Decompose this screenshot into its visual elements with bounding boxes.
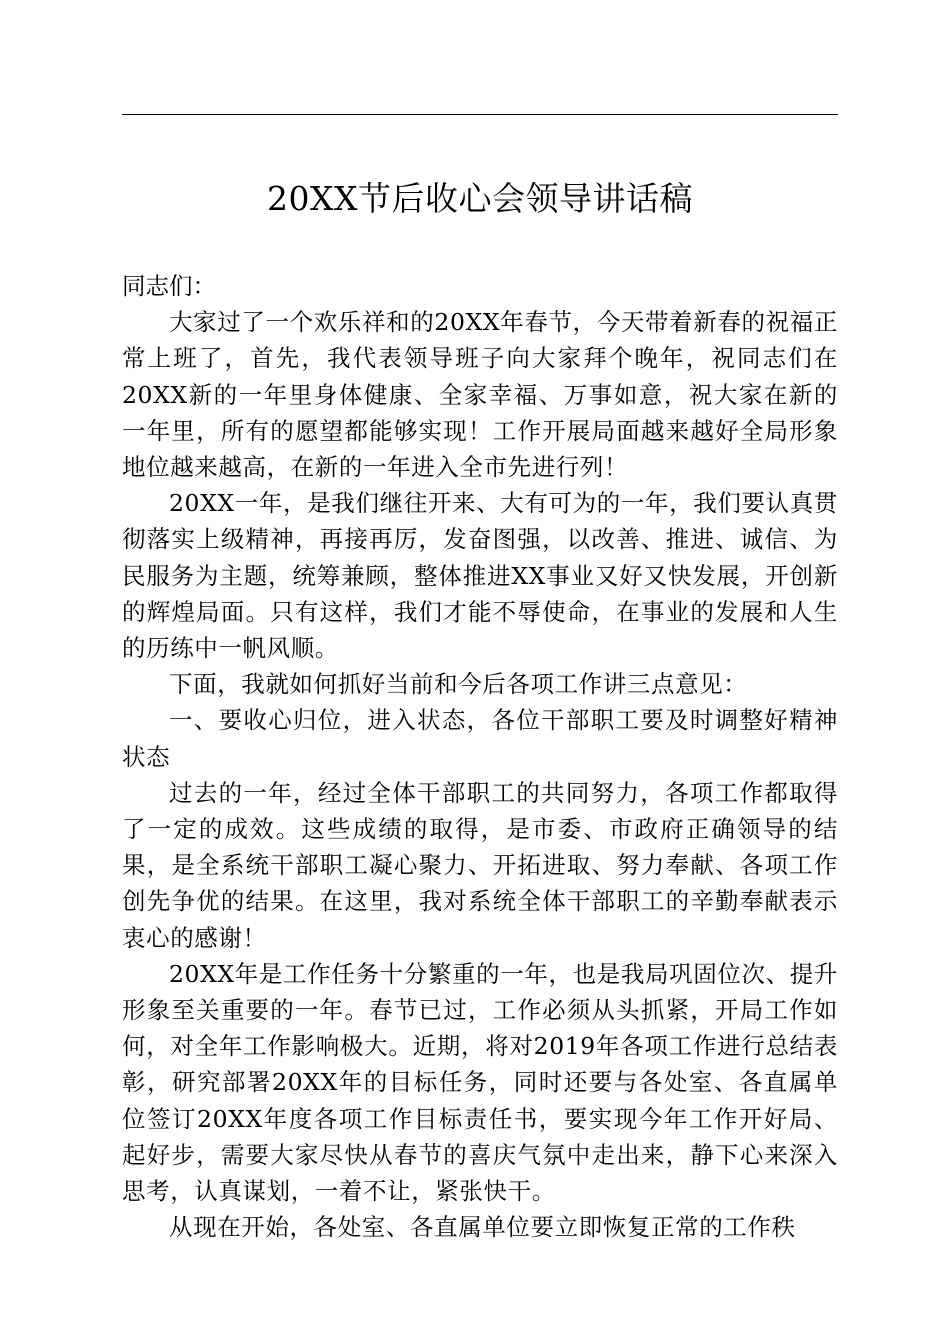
paragraph: 从现在开始，各处室、各直属单位要立即恢复正常的工作秩 [169,1213,796,1242]
document-body [122,268,838,1245]
paragraph: 下面，我就如何抓好当前和今后各项工作讲三点意见： [169,670,748,699]
salutation: 同志们： [122,272,216,300]
document-title: 20XX节后收心会领导讲话稿 [267,179,693,218]
section-heading: 一、要收心归位，进入状态，各位干部职工要及时调整好精神状态 [122,706,838,771]
paragraph: 过去的一年，经过全体干部职工的共同努力，各项工作都取得了一定的成效。这些成绩的取得，是市委、市政府正确领导的结果，是全系统干部职工凝心聚力、开拓进取、努力奉献、各项工作创先争优的结果。在这里，我对系统全体干部职工的辛勤奉献表示衷心的感谢！ [122,778,838,952]
paragraph: 20XX年是工作任务十分繁重的一年，也是我局巩固位次、提升形象至关重要的一年。春节已过，工作必须从头抓紧，开局工作如何，对全年工作影响极大。近期，将对2019年各项工作进行总结表彰，研究部署20XX年的目标任务，同时还要与各处室、各直属单位签订20XX年度各项工作目标责任书，要实现今年工作开好局、起好步，需要大家尽快从春节的喜庆气氛中走出来，静下心来深入思考，认真谋划，一着不让，紧张快干。 [122,959,838,1206]
paragraph: 20XX一年，是我们继往开来、大有可为的一年，我们要认真贯彻落实上级精神，再接再厉，发奋图强，以改善、推进、诚信、为民服务为主题，统筹兼顾，整体推进XX事业又好又快发展，开创新的辉煌局面。只有这样，我们才能不辱使命，在事业的发展和人生的历练中一帆风顺。 [122,489,838,663]
paragraph: 大家过了一个欢乐祥和的20XX年春节，今天带着新春的祝福正常上班了，首先，我代表领导班子向大家拜个晚年，祝同志们在20XX新的一年里身体健康、全家幸福、万事如意，祝大家在新的一年里，所有的愿望都能够实现！工作开展局面越来越好全局形象地位越来越高，在新的一年进入全市先进行列！ [122,308,838,482]
header-rule [122,114,838,115]
